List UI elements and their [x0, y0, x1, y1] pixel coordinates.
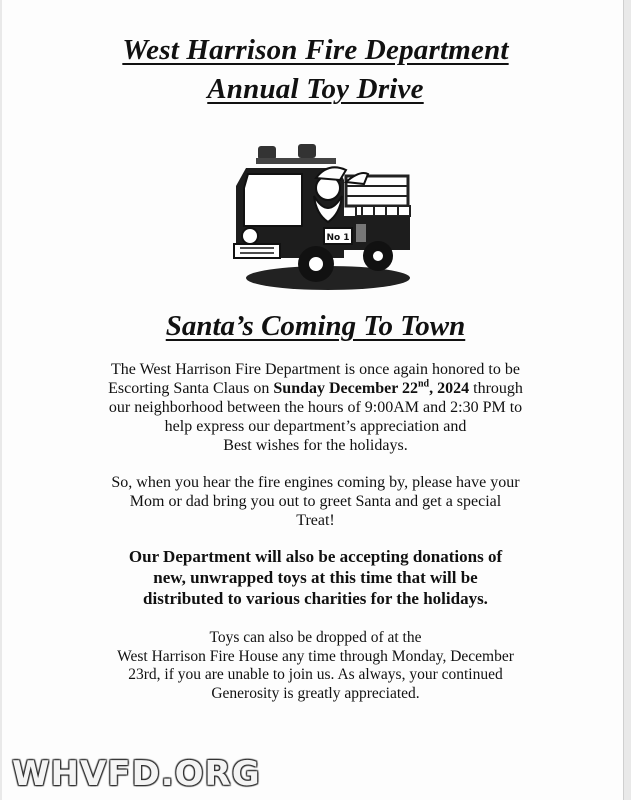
- p1-line2-post: through: [469, 380, 523, 397]
- p4-line3: 23rd, if you are unable to join us. As always, your continued: [128, 666, 503, 683]
- p2-line2: Mom or dad bring you out to greet Santa and get a special: [129, 493, 502, 510]
- p1-line1: The West Harrison Fire Department is once again honored to be: [111, 361, 520, 378]
- p4-line1: Toys can also be dropped of at the: [209, 629, 422, 646]
- p4-line2: West Harrison Fire House any time through Monday, December: [117, 647, 514, 665]
- p3-line3: distributed to various charities for the holidays.: [143, 589, 488, 608]
- paragraph-dropoff: [60, 629, 571, 703]
- p3-line2: new, unwrapped toys at this time that will be: [153, 568, 478, 587]
- site-watermark: WHVFD.ORG: [12, 754, 261, 794]
- flyer-subtitle: Santa’s Coming To Town: [165, 310, 466, 342]
- p1-line3: our neighborhood between the hours of 9:00AM and 2:30 PM to: [108, 399, 523, 416]
- flyer-title: West Harrison Fire Department: [122, 34, 509, 66]
- p1-line4: help express our department’s appreciation and: [164, 418, 467, 435]
- event-year: , 2024: [429, 380, 470, 397]
- p3-line1: Our Department will also be accepting donations of: [128, 547, 503, 566]
- event-date-suffix: nd: [418, 378, 430, 390]
- paragraph-donations: [80, 546, 551, 609]
- p2-line3: Treat!: [296, 512, 335, 529]
- flyer-title-line2: Annual Toy Drive: [207, 73, 424, 105]
- paragraph-escort: [60, 360, 571, 455]
- p4-line4: Generosity is greatly appreciated.: [211, 684, 420, 702]
- p1-line2: [60, 379, 571, 398]
- santa-fire-truck-illustration: [228, 140, 418, 300]
- event-date: Sunday December 22: [273, 380, 418, 397]
- truck-badge: No 1: [326, 233, 350, 243]
- p1-line2-pre: Escorting Santa Claus on: [108, 380, 274, 397]
- p1-line5: Best wishes for the holidays.: [223, 437, 408, 454]
- paragraph-greet-santa: [60, 473, 571, 530]
- p2-line1: So, when you hear the fire engines coming by, please have your: [111, 474, 520, 491]
